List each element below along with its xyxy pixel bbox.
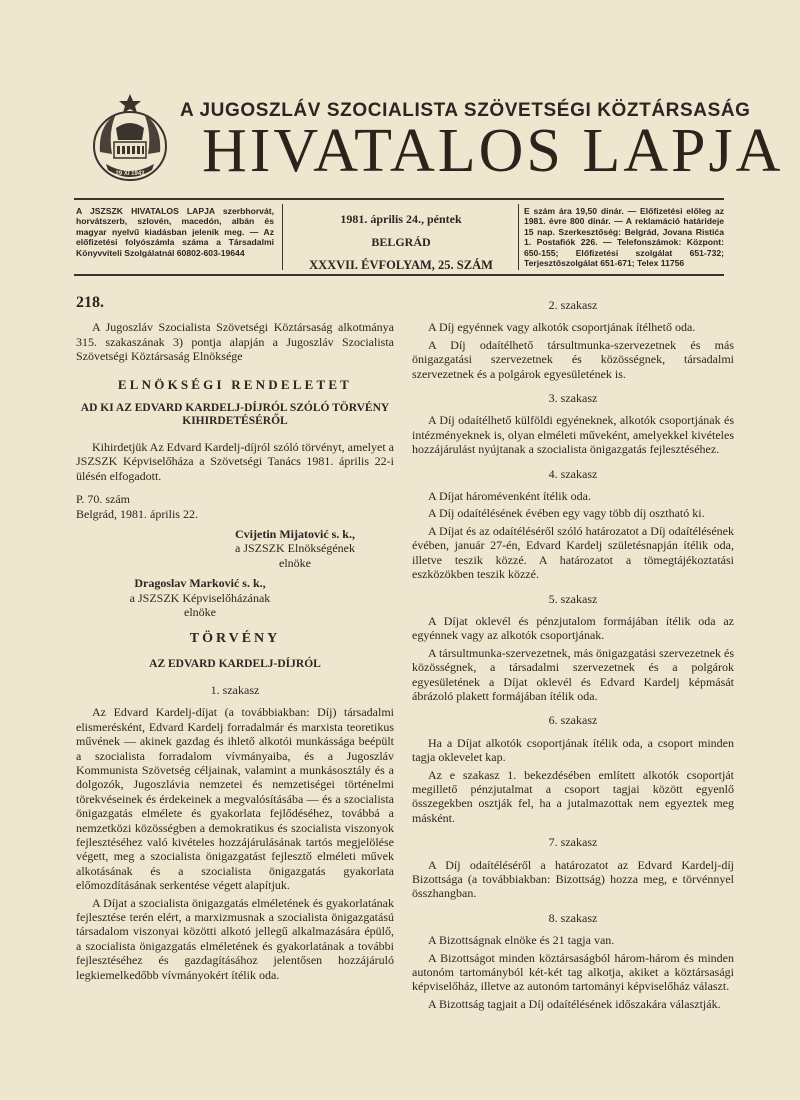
section-heading: 8. szakasz [548,910,598,925]
section-heading: 3. szakasz [548,391,598,406]
signatory-name: Cvijetin Mijatović s. k., [235,527,355,542]
section-paragraph: A Díj odaítélésének évében egy vagy több díj osztható ki. [428,506,705,521]
issue-number: XXXVII. ÉVFOLYAM, 25. SZÁM [309,258,493,272]
section-heading: 2. szakasz [548,298,598,312]
law-title: TÖRVÉNY [189,630,281,646]
signatory-role: elnöke [184,605,216,620]
law-subtitle: AZ EDVARD KARDELJ-DÍJRÓL [149,657,321,670]
state-emblem-icon [86,92,174,188]
issue-info [290,212,512,273]
section-heading: 6. szakasz [548,713,598,728]
issue-date: 1981. április 24., péntek [340,212,462,226]
signature-block-2 [76,576,324,619]
section-paragraph: A Díjat a szocialista önigazgatás elméletének és gyakorlatának fejlesztése terén elért, a marxizmusnak a szocialista önigazgatású társadalom viszonyai közötti alkotó jellegű alkalmazására épülő, a szocialista önigazgatás elméletének és gyakorlatának a további fejlesztéséhez és gazdagításához jelentősen hozzájáruló legkiemelkedőbb vívmányokért ítélik oda. [76,895,394,982]
section-paragraph: A Bizottság tagjait a Díj odaítélésének időszakára választják. [428,996,721,1011]
emblem-date: 29 XI 1943 [115,171,145,177]
section-heading: 5. szakasz [548,591,598,606]
info-divider-right [518,204,519,270]
section-paragraph: A Díjat és az odaítéléséről szóló határozatot a Díj odaítélésének évében, január 27-én, Edvard Kardelj születésnapján ítélik oda, illetve teszik közzé. A határozatot a tömegtájékoztatási eszközökben teszik közzé. [412,523,734,582]
signatory-role: a JSZSZK Képviselőházának [129,590,271,605]
item-number: 218. [76,294,104,311]
decree-subtitle: AD KI AZ EDVARD KARDELJ-DÍJRÓL SZÓLÓ TÖRVÉNY KIHIRDETÉSÉRŐL [80,402,390,428]
section-paragraph: A Díj egyénnek vagy alkotók csoportjának ítélhető oda. [428,320,696,335]
info-divider-left [282,204,283,270]
masthead-rule-bottom [74,274,724,276]
price-contact-info: E szám ára 19,50 dinár. — Előfizetési előleg az 1981. évre 800 dinár. — A reklamáció határideje 15 nap. Szerkesztőség: Belgrád, Jovana Ristića 1. Postafiók 226. — Telefonszámok: Központ: 650-155; Előfizetési szolgálat 651-732; Terjesztőszolgálat 651-671; Telex 11756 [524,206,724,269]
signatory-role: elnöke [279,555,311,570]
right-column [412,296,734,1014]
signatory-name: Dragoslav Marković s. k., [134,576,266,591]
section-paragraph: A Díjat háromévenként ítélik oda. [428,489,591,504]
subscription-info: A JSZSZK HIVATALOS LAPJA szerbhorvát, horvátszerb, szlovén, macedón, albán és magyar nyelvű kiadásban jelenik meg. — Az előfizetési folyószámla száma a Társadalmi Könyvviteli Szolgálatnál 60802-603-19644 [76,206,274,258]
section-paragraph: A Bizottságnak elnöke és 21 tagja van. [428,933,615,948]
left-column [76,296,394,985]
section-paragraph: A Díj odaítélhető külföldi egyéneknek, alkotók csoportjának és intézményeknek is, olyan elméleti műveként, amelyekkel kivételes hozzájárulást nyújtanak a szocialista önigazgatás fejlesztéséhez. [412,413,734,457]
section-heading: 7. szakasz [548,835,598,850]
place-date: Belgrád, 1981. április 22. [76,506,198,521]
section-paragraph: A Díjat oklevél és pénzjutalom formájában ítélik oda az egyénnek vagy az alkotók csoportjának. [412,613,734,643]
decree-intro: A Jugoszláv Szocialista Szövetségi Köztársaság alkotmánya 315. szakaszának 3) pontja alapján a Jugoszláv Szocialista Szövetségi Köztársaság Elnöksége [76,320,394,364]
section-paragraph: Az Edvard Kardelj-díjat (a továbbiakban: Díj) társadalmi elismerésként, Edvard Kardelj forradalmár és marxista teoretikus művének — akinek gazdag és ihlető alkotói munkássága beépült a szocialista forradalom vívmányaiba, és a Jugoszláv Kommunista Szövetség céljainak, valamint a munkásosztály és a dolgozók, Jugoszlávia nemzetei és nemzetiségei történelmi törekvéseinek és érdekeinek a megvalósításába — és a szocialista önigazgatás elmélete és gyakorlata fejlődéséhez, továbbá a nemzetközi közösségben a demokratikus és szocialista viszonyok fejlesztéséhez való kivételes hozzájárulásának tartós megjelölése végett, meg a szocialista önigazgatást fejlesztő elméleti művek alkotásának és a szocialista önigazgatás gyakorlata előmozdításának serkentése végett alapítjuk. [76,705,394,893]
masthead-rule-top [74,198,724,200]
section-heading: 1. szakasz [210,682,260,697]
section-paragraph: A Díj odaítélhető társultmunka-szervezetnek és más önigazgatási szervezetnek és közösségnek, társadalmi szervezetnek és a polgárok egyesületének is. [412,337,734,381]
section-paragraph: A Bizottságot minden köztársaságból három-három és minden autonóm tartományból két-két tag alkotja, akiket a köztársasági képviselőház, illetve az autonóm tartományi képviselőház választ. [412,950,734,994]
section-paragraph: Ha a Díjat alkotók csoportjának ítélik oda, a csoport minden tagja oklevelet kap. [412,735,734,765]
section-paragraph: Az e szakasz 1. bekezdésében említett alkotók csoportját megillető pénzjutalmat a csoport tagjai között egyenlő összegekben osztják fel, ha a jutalmazottak nem egyeztek meg másként. [412,767,734,825]
reference-number: P. 70. szám [76,492,130,507]
signatory-role: a JSZSZK Elnökségének [235,541,355,556]
decree-title: ELNÖKSÉGI RENDELETET [117,376,353,392]
section-paragraph: A társultmunka-szervezetnek, más önigazgatási szervezetnek és közösségnek, a társadalmi szervezetnek és a polgárok egyesületének a Díjat oklevél és Edvard Kardelj képmását ábrázoló plakett formájában ítélik oda. [412,645,734,703]
section-heading: 4. szakasz [548,466,598,481]
gazette-title: HIVATALOS LAPJA [202,117,784,185]
publisher-supertitle: A JUGOSZLÁV SZOCIALISTA SZÖVETSÉGI KÖZTÁRSASÁG [180,100,751,121]
issue-city: BELGRÁD [371,235,431,249]
signature-block-1 [196,527,394,570]
promulgation-text: Kihirdetjük Az Edvard Kardelj-díjról szóló törvényt, amelyet a JSZSZK Képviselőháza a Szövetségi Tanács 1981. április 22-i ülésén elfogadott. [76,440,394,483]
section-paragraph: A Díj odaítéléséről a határozatot az Edvard Kardelj-díj Bizottsága (a továbbiakban: Bizottság) hozza meg, e törvénnyel összhangban. [412,857,734,901]
